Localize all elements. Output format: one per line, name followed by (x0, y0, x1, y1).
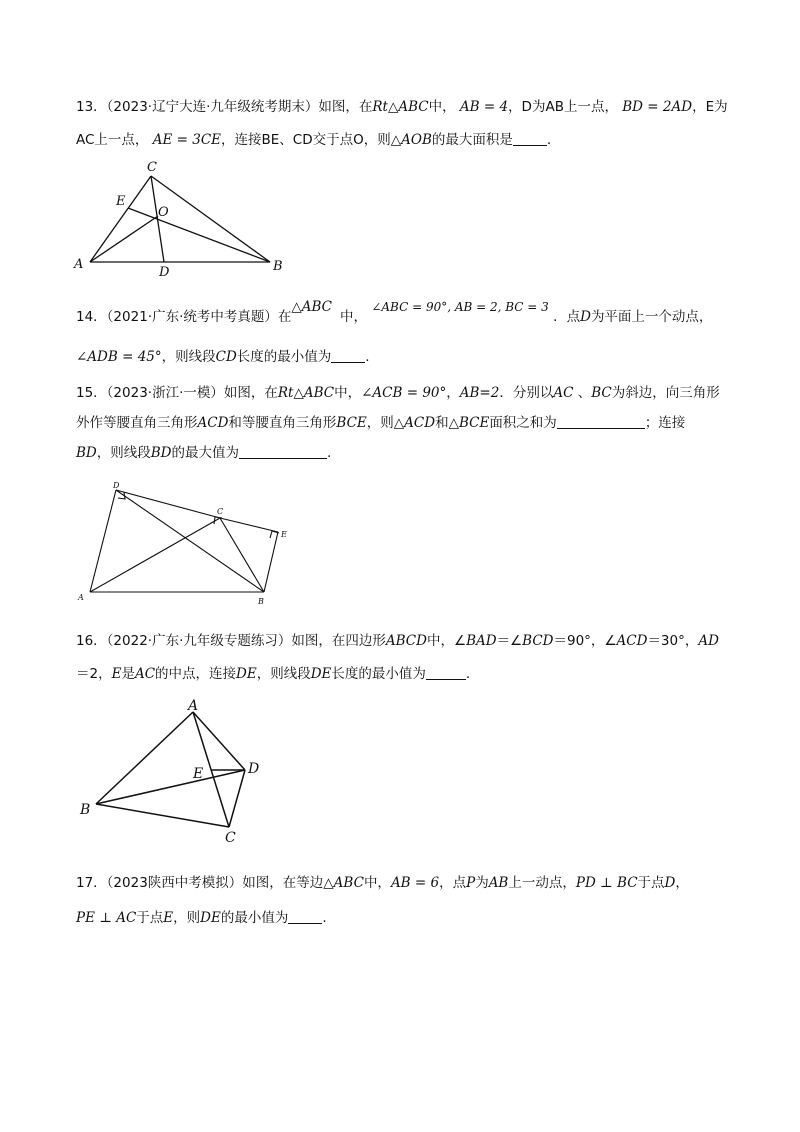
q15-text: 外作等腰直角三角形 (76, 415, 198, 431)
q14-math: ∠ABC = 90°, AB = 2, BC = 3 (371, 300, 549, 314)
segment-cb (151, 176, 270, 262)
q15-text: ．分别以 (499, 385, 554, 401)
q17-line-2 (76, 908, 327, 928)
q15-text: 和等腰直角三角形 (228, 415, 337, 431)
q15-math: BD (76, 445, 97, 461)
answer-blank (239, 444, 327, 459)
q15-text: ，则线段 (96, 445, 151, 461)
q13-text: 13．（2023·辽宁大连·九年级统考期末）如图，在 (76, 99, 373, 115)
q15-text: ；连接 (644, 415, 686, 431)
segment-ce (220, 518, 278, 532)
q16-math: E (111, 666, 122, 682)
label-d: D (248, 761, 260, 777)
q13-figure (70, 158, 300, 278)
segment-ac (90, 176, 151, 262)
q15-math: BD (150, 445, 172, 461)
segment-eb (128, 208, 270, 262)
q17-text: 于点 (136, 910, 164, 926)
q15-text: 为斜边，向三角形 (611, 385, 720, 401)
q16-text: 的中点，连接 (155, 666, 237, 682)
q17-text: 于点 (637, 875, 665, 891)
label-c: C (217, 507, 224, 516)
q15-text: . (327, 445, 332, 461)
q17-text: 为 (475, 875, 489, 891)
q15-text: 面积之和为 (489, 415, 557, 431)
q14-text: 中， (340, 309, 368, 325)
label-b: B (258, 597, 264, 606)
label-c: C (225, 830, 236, 846)
segment-ad (90, 490, 116, 592)
right-angle-d (118, 492, 125, 499)
q17-text: ，则 (173, 910, 201, 926)
q17-text: ，点 (439, 875, 467, 891)
answer-blank (426, 665, 466, 680)
label-d: D (159, 265, 170, 278)
q16-math: DE (310, 666, 332, 682)
answer-blank (331, 348, 365, 363)
q16-text: ＝2， (76, 666, 112, 682)
q15-math: △ACD (393, 415, 436, 431)
q14-math: D (580, 309, 591, 325)
segment-bd (116, 490, 264, 592)
answer-blank (513, 131, 547, 146)
segment-ao (90, 216, 158, 262)
q15-math: ACD (197, 415, 229, 431)
q17-math: D (664, 875, 676, 891)
q17-math: PE ⊥ AC (76, 910, 137, 926)
label-a: A (74, 257, 84, 272)
label-b: B (273, 259, 283, 274)
q15-line-1 (76, 383, 720, 403)
q16-math: DE (236, 666, 257, 682)
segment-bd (96, 770, 245, 804)
q17-math: △ABC (323, 875, 364, 891)
q14-text: 为平面上一个动点， (590, 309, 713, 325)
q16-text: 是 (121, 666, 135, 682)
q17-math: PD ⊥ BC (575, 875, 638, 891)
q16-text: 16．（2022·广东·九年级专题练习）如图，在四边形 (76, 633, 386, 649)
q14-math: ∠ADB = 45° (76, 349, 162, 365)
segment-ac (90, 518, 220, 592)
q16-figure (78, 696, 278, 846)
q17-math: AB = 6 (390, 875, 440, 891)
q13-text: AC上一点， (76, 132, 149, 148)
q17-math: DE (200, 910, 221, 926)
q17-text: 17．（2023陕西中考模拟）如图，在等边 (76, 875, 324, 891)
segment-ad (193, 712, 245, 770)
q16-math: BCD (522, 633, 554, 649)
answer-blank (557, 414, 645, 429)
label-e: E (116, 194, 126, 209)
q17-text: 的最小值为 (220, 910, 289, 926)
q15-text: 的最大值为 (171, 445, 239, 461)
segment-bc (96, 804, 229, 827)
q15-text: ， (446, 385, 460, 401)
q13-text: 的最大面积是 (431, 132, 513, 148)
label-e: E (281, 530, 287, 539)
q17-text: 上一动点， (508, 875, 576, 891)
answer-blank (288, 909, 322, 924)
q16-math: AD (698, 633, 719, 649)
q17-line-1 (76, 873, 689, 893)
label-c: C (147, 160, 157, 175)
q15-figure (76, 478, 296, 608)
q17-text: . (322, 910, 327, 926)
q13-line-2 (76, 130, 551, 150)
q16-line-2 (76, 664, 470, 684)
q16-text: . (465, 666, 471, 682)
q16-text: ＝90°，∠ (553, 633, 617, 649)
q16-math: ABCD (385, 633, 427, 649)
q13-math: △AOB (390, 132, 432, 148)
q15-text: ，则 (366, 415, 394, 431)
q16-text: ＝30°， (647, 633, 699, 649)
q14-math: CD (215, 349, 237, 365)
q14-line-2 (76, 347, 370, 367)
q13-math: AE = 3CE (152, 132, 222, 148)
q15-math: AB=2 (459, 385, 500, 401)
q15-text: 、 (577, 385, 592, 401)
q16-text: ＝∠ (496, 633, 523, 649)
q14-text: 长度的最小值为 (236, 349, 332, 365)
q17-math: AB (488, 875, 509, 891)
label-a: A (78, 593, 84, 602)
q15-math: Rt△ABC (277, 385, 335, 401)
q13-text: ，E为 (692, 99, 728, 115)
q17-text: ， (675, 875, 689, 891)
q16-text: 中，∠ (426, 633, 467, 649)
label-a: A (188, 698, 199, 714)
q14-text: 14．（2021·广东·统考中考真题）在 (76, 309, 292, 325)
q15-math: AC (553, 385, 574, 401)
label-o: O (158, 205, 169, 220)
segment-cd (229, 770, 245, 827)
segment-cb (220, 518, 264, 592)
q15-line-2 (76, 413, 685, 433)
q16-math: ACD (616, 633, 648, 649)
q13-text: 中， (428, 99, 456, 115)
q15-math: ∠ACB = 90° (361, 385, 447, 401)
q15-text: 15．（2023·浙江·一模）如图，在 (76, 385, 278, 401)
q16-math: AC (134, 666, 156, 682)
q13-text: . (546, 132, 552, 148)
segment-dc (116, 490, 220, 518)
q13-text: ，连接BE、CD交于点O，则 (221, 132, 391, 148)
q14-text: . (365, 349, 370, 365)
segment-ab (96, 712, 193, 804)
q14-math: △ABC (291, 299, 333, 315)
label-b: B (80, 802, 91, 818)
q17-math: P (466, 875, 476, 891)
q15-math: BCE (336, 415, 367, 431)
q13-math: AB = 4 (459, 99, 509, 115)
segment-eb (264, 532, 278, 592)
q15-text: 中， (334, 385, 362, 401)
q14-text: ．点 (553, 309, 581, 325)
q13-text: ，D为AB上一点， (508, 99, 618, 115)
q15-line-3 (76, 443, 331, 463)
q13-line-1 (76, 97, 728, 117)
q15-text: 和 (435, 415, 449, 431)
q16-line-1 (76, 631, 719, 651)
q13-math: BD = 2AD (622, 99, 693, 115)
label-d: D (113, 481, 120, 490)
q16-math: BAD (466, 633, 497, 649)
q16-text: ，则线段 (256, 666, 311, 682)
q16-text: 长度的最小值为 (331, 666, 426, 682)
q15-math: △BCE (448, 415, 490, 431)
q17-text: 中， (363, 875, 391, 891)
q13-math: Rt△ABC (372, 99, 429, 115)
q14-line-1 (76, 299, 713, 327)
label-e: E (193, 766, 204, 782)
q14-text: ，则线段 (161, 349, 216, 365)
q17-math: E (163, 910, 174, 926)
q15-math: BC (591, 385, 612, 401)
